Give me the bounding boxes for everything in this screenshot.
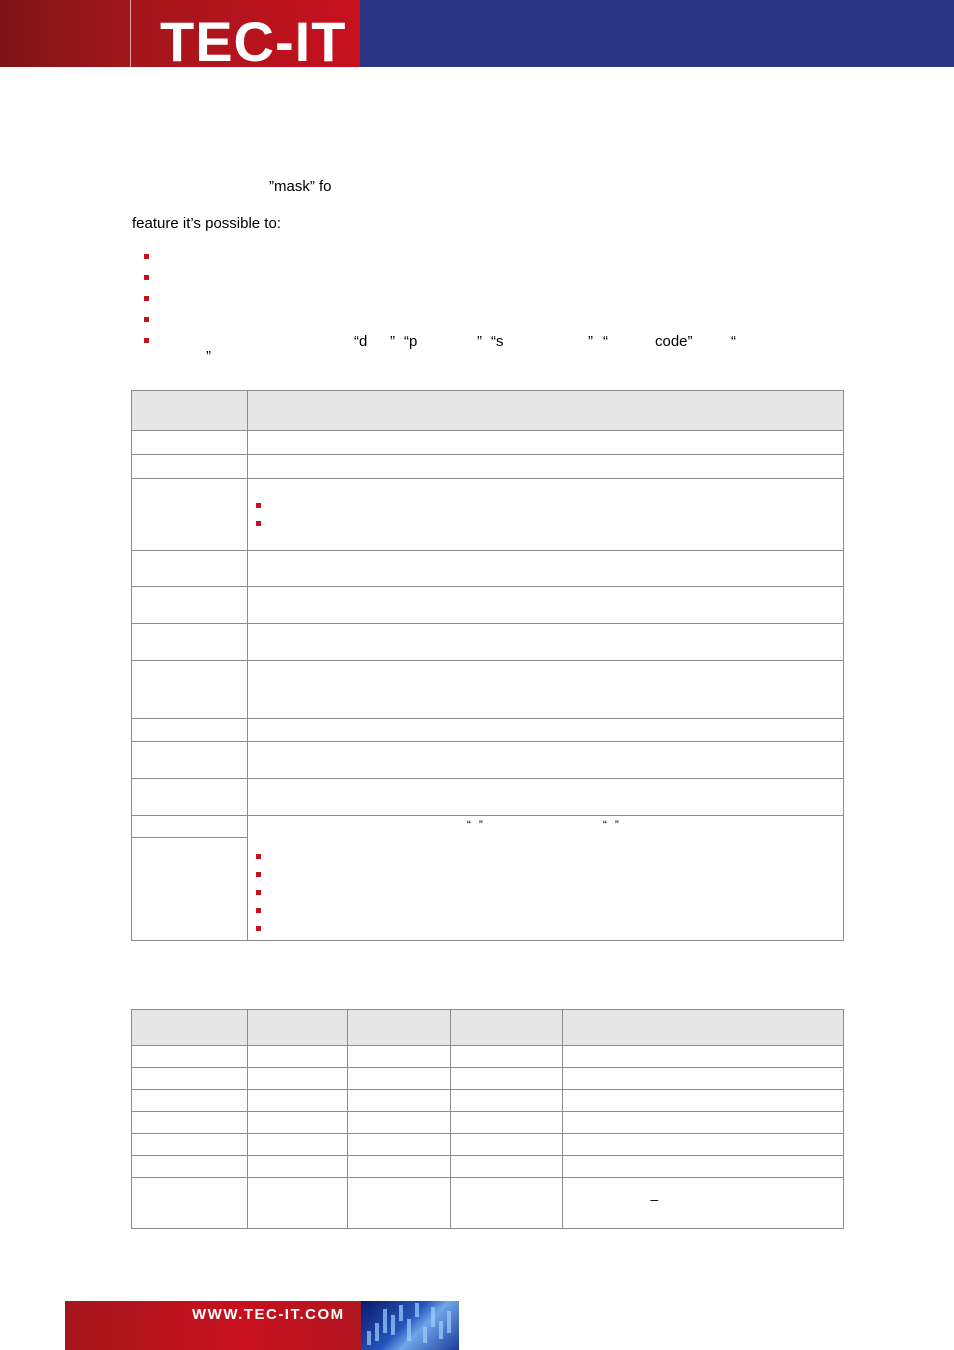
bullet5-quote: ” — [588, 333, 593, 350]
table-row — [132, 1134, 844, 1156]
bullet5-quote-p: “p — [404, 333, 418, 350]
table-row — [132, 479, 844, 551]
table-row — [132, 816, 844, 838]
quote-mark: “ — [602, 818, 607, 832]
table-row — [132, 587, 844, 624]
footer-graphic — [361, 1301, 459, 1350]
list-bullet — [144, 338, 149, 343]
table-row — [132, 1068, 844, 1090]
cell-bullet — [256, 854, 261, 859]
table-row — [132, 661, 844, 719]
bullet5-quote: ” — [206, 348, 211, 365]
cell-bullet — [256, 872, 261, 877]
table-header-cell — [132, 391, 248, 431]
intro-line-2: feature it’s possible to: — [132, 215, 281, 232]
list-bullet — [144, 296, 149, 301]
table-row — [132, 1046, 844, 1068]
bullet5-quote: “ — [731, 333, 736, 350]
table-row — [132, 779, 844, 816]
cell-bullet — [256, 908, 261, 913]
table-row — [132, 742, 844, 779]
table-header-cell — [247, 391, 843, 431]
quote-mark: ” — [614, 818, 619, 832]
table-row — [132, 1156, 844, 1178]
bullet5-quote: ” — [477, 333, 482, 350]
cell-bullet — [256, 521, 261, 526]
table-row — [132, 1090, 844, 1112]
cell-bullet — [256, 926, 261, 931]
bullet5-quote: ” — [390, 333, 395, 350]
bullet5-quote-s: “s — [491, 333, 504, 350]
bullet5-quote-d: “d — [354, 333, 368, 350]
header-divider — [130, 0, 131, 67]
intro-line-1: ”mask” fo — [269, 178, 332, 195]
table-row — [132, 455, 844, 479]
table-row — [132, 1178, 844, 1229]
list-bullet — [144, 254, 149, 259]
bullet5-quote: “ — [603, 333, 608, 350]
character-table — [131, 1009, 844, 1229]
table-header-row — [132, 391, 844, 431]
footer-graphic-pattern — [361, 1301, 459, 1350]
bullet5-code: code” — [655, 333, 693, 350]
table-row — [132, 719, 844, 742]
dash-mark: – — [650, 1191, 659, 1207]
tec-it-logo: TEC-IT — [160, 10, 347, 73]
parameter-table — [131, 390, 844, 941]
table-row — [132, 624, 844, 661]
quote-mark: “ — [466, 818, 471, 832]
list-bullet — [144, 317, 149, 322]
quote-mark: ” — [478, 818, 483, 832]
table-row — [132, 1112, 844, 1134]
table-row — [132, 431, 844, 455]
table-header-row — [132, 1010, 844, 1046]
footer-website-link[interactable]: WWW.TEC-IT.COM — [192, 1306, 345, 1323]
table-row — [132, 551, 844, 587]
merged-description-cell — [247, 816, 843, 941]
list-bullet — [144, 275, 149, 280]
cell-bullet — [256, 890, 261, 895]
header-blue-band — [360, 0, 954, 67]
cell-bullet — [256, 503, 261, 508]
